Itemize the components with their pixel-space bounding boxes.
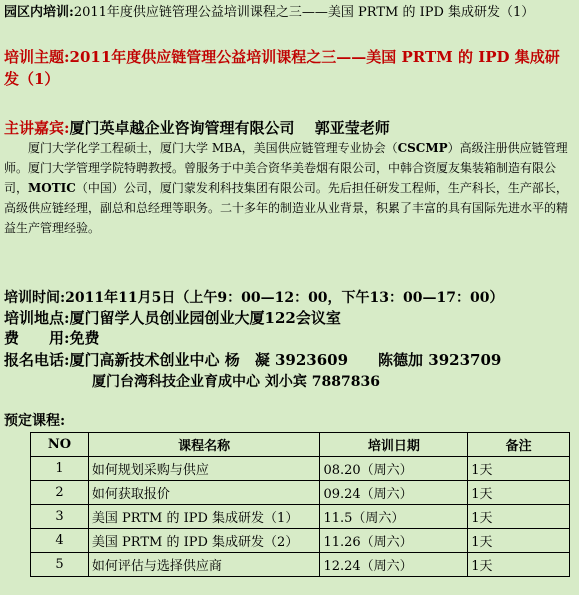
- row-course-name: 美国 PRTM 的 IPD 集成研发（2）: [88, 529, 320, 553]
- table-row: [31, 481, 570, 505]
- fee-value: 免费: [69, 329, 100, 347]
- row-no: 1: [31, 457, 89, 481]
- row-date: 11.5（周六）: [320, 505, 468, 529]
- row-note: 1天: [468, 529, 570, 553]
- signup-phone: [4, 350, 574, 370]
- place-value: 厦门留学人员创业园创业大厦122会议室: [69, 309, 341, 327]
- training-fee: [4, 328, 574, 348]
- bio-part-1: 厦门大学化学工程硕士，厦门大学 MBA，美国供应链管理专业协会（: [28, 141, 398, 155]
- row-date: 11.26（周六）: [320, 529, 468, 553]
- signup-line-1: 厦门高新技术创业中心 杨 凝 3923609 陈德加 3923709: [69, 351, 502, 369]
- row-course-name: 如何规划采购与供应: [88, 457, 320, 481]
- signup-label: 报名电话:: [4, 351, 70, 369]
- speaker-name: 厦门英卓越企业咨询管理有限公司 郭亚莹老师: [69, 119, 390, 137]
- row-note: 1天: [468, 481, 570, 505]
- row-date: 09.24（周六）: [320, 481, 468, 505]
- topic-label: 培训主题:: [4, 48, 70, 66]
- table-row: [31, 529, 570, 553]
- row-course-name: 美国 PRTM 的 IPD 集成研发（1）: [88, 505, 320, 529]
- bio-part-3: （中国）公司，厦门蒙发利科技集团有限公司。先后担任研发工程师，生产科长，生产部长，高级供应链经理，副总和总经理等职务。二十多年的制造业从业背景，积累了丰富的具有国际先进水平的精益生产管理经验。: [4, 181, 569, 235]
- row-no: 4: [31, 529, 89, 553]
- place-label: 培训地点:: [4, 309, 70, 327]
- col-header-date: 培训日期: [320, 433, 468, 457]
- table-row: [31, 553, 570, 577]
- row-note: 1天: [468, 505, 570, 529]
- row-no: 3: [31, 505, 89, 529]
- row-note: 1天: [468, 553, 570, 577]
- bio-cscmp: CSCMP: [397, 141, 448, 155]
- table-row: [31, 505, 570, 529]
- row-no: 2: [31, 481, 89, 505]
- col-header-no: NO: [31, 433, 89, 457]
- row-date: 08.20（周六）: [320, 457, 468, 481]
- speaker-label: 主讲嘉宾:: [4, 119, 70, 137]
- training-topic: [4, 46, 572, 90]
- speaker-line: [4, 118, 574, 138]
- signup-line-2-row: [92, 372, 572, 392]
- row-note: 1天: [468, 457, 570, 481]
- time-value: 2011年11月5日（上午9：00—12：00，下午13：00—17：00）: [65, 290, 504, 306]
- row-no: 5: [31, 553, 89, 577]
- header-text: 2011年度供应链管理公益培训课程之三——美国 PRTM 的 IPD 集成研发（1）: [73, 5, 535, 20]
- header-label: 园区内培训:: [4, 5, 74, 20]
- signup-line-2: 厦门台湾科技企业育成中心 刘小宾 7887836: [92, 374, 380, 390]
- speaker-bio: [4, 138, 572, 238]
- schedule-title: 预定课程:: [4, 413, 66, 429]
- time-label: 培训时间:: [4, 290, 66, 306]
- training-place: [4, 308, 574, 328]
- row-course-name: 如何获取报价: [88, 481, 320, 505]
- bio-part-2: ）高级注册供应链管理师。厦门大学管理学院特聘教授。曾服务于中美合资华美卷烟有限公司，中韩合资厦友集装箱制造有限公司，: [4, 141, 568, 195]
- schedule-table: [30, 432, 570, 577]
- schedule-header-row: [31, 433, 570, 457]
- row-course-name: 如何评估与选择供应商: [88, 553, 320, 577]
- col-header-name: 课程名称: [88, 433, 320, 457]
- header-line: [0, 0, 579, 22]
- training-time: [4, 288, 574, 308]
- row-date: 12.24（周六）: [320, 553, 468, 577]
- bio-motic: MOTIC: [28, 181, 76, 195]
- table-row: [31, 457, 570, 481]
- fee-label: 费 用:: [4, 329, 70, 347]
- topic-text: 2011年度供应链管理公益培训课程之三——美国 PRTM 的 IPD 集成研发（1）: [4, 48, 560, 88]
- col-header-note: 备注: [468, 433, 570, 457]
